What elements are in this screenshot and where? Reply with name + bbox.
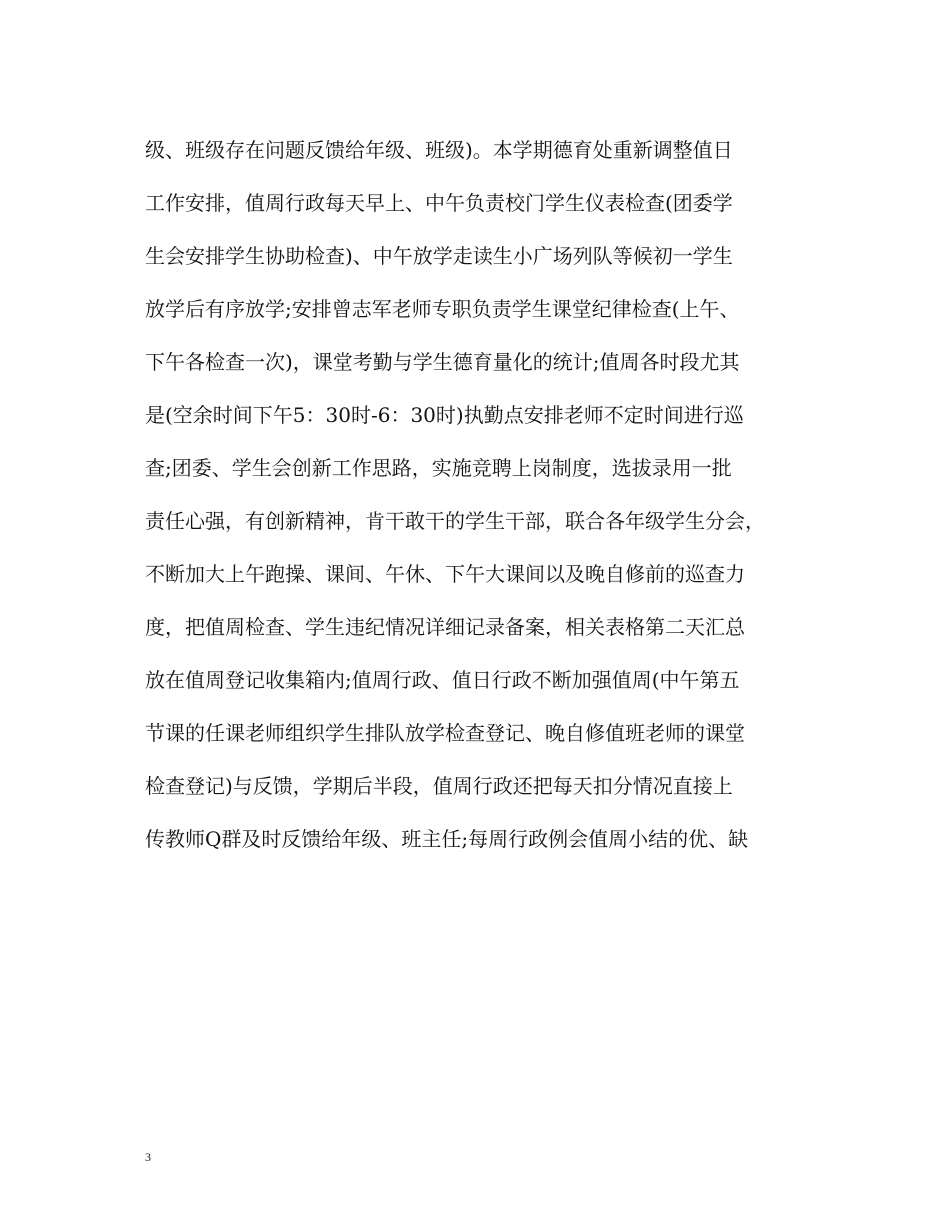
text-line: 度，把值周检查、学生违纪情况详细记录备案，相关表格第二天汇总 bbox=[145, 615, 745, 639]
page-number: 3 bbox=[145, 1150, 151, 1164]
text-line: 节课的任课老师组织学生排队放学检查登记、晚自修值班老师的课堂 bbox=[145, 721, 745, 745]
text-line: 不断加大上午跑操、课间、午休、下午大课间以及晚自修前的巡查力 bbox=[145, 562, 745, 586]
text-line: 放学后有序放学;安排曾志军老师专职负责学生课堂纪律检查(上午、 bbox=[145, 297, 740, 321]
text-line: 下午各检查一次)，课堂考勤与学生德育量化的统计;值周各时段尤其 bbox=[145, 350, 740, 374]
text-line: 放在值周登记收集箱内;值周行政、值日行政不断加强值周(中午第五 bbox=[145, 668, 740, 692]
text-line: 查;团委、学生会创新工作思路，实施竞聘上岗制度，选拔录用一批 bbox=[145, 456, 732, 480]
body-text bbox=[145, 124, 825, 866]
text-line: 生会安排学生协助检查)、中午放学走读生小广场列队等候初一学生 bbox=[145, 244, 733, 268]
text-line: 级、班级存在问题反馈给年级、班级)。本学期德育处重新调整值日 bbox=[145, 138, 733, 162]
text-line: 检查登记)与反馈，学期后半段，值周行政还把每天扣分情况直接上 bbox=[145, 774, 733, 798]
text-line: 责任心强，有创新精神，肯干敢干的学生干部，联合各年级学生分会， bbox=[145, 509, 765, 533]
text-line: 是(空余时间下午5：30时-6：30时)执勤点安排老师不定时间进行巡 bbox=[145, 403, 744, 427]
text-line: 工作安排，值周行政每天早上、中午负责校门学生仪表检查(团委学 bbox=[145, 191, 733, 215]
text-line: 传教师Q群及时反馈给年级、班主任;每周行政例会值周小结的优、缺 bbox=[145, 827, 749, 851]
